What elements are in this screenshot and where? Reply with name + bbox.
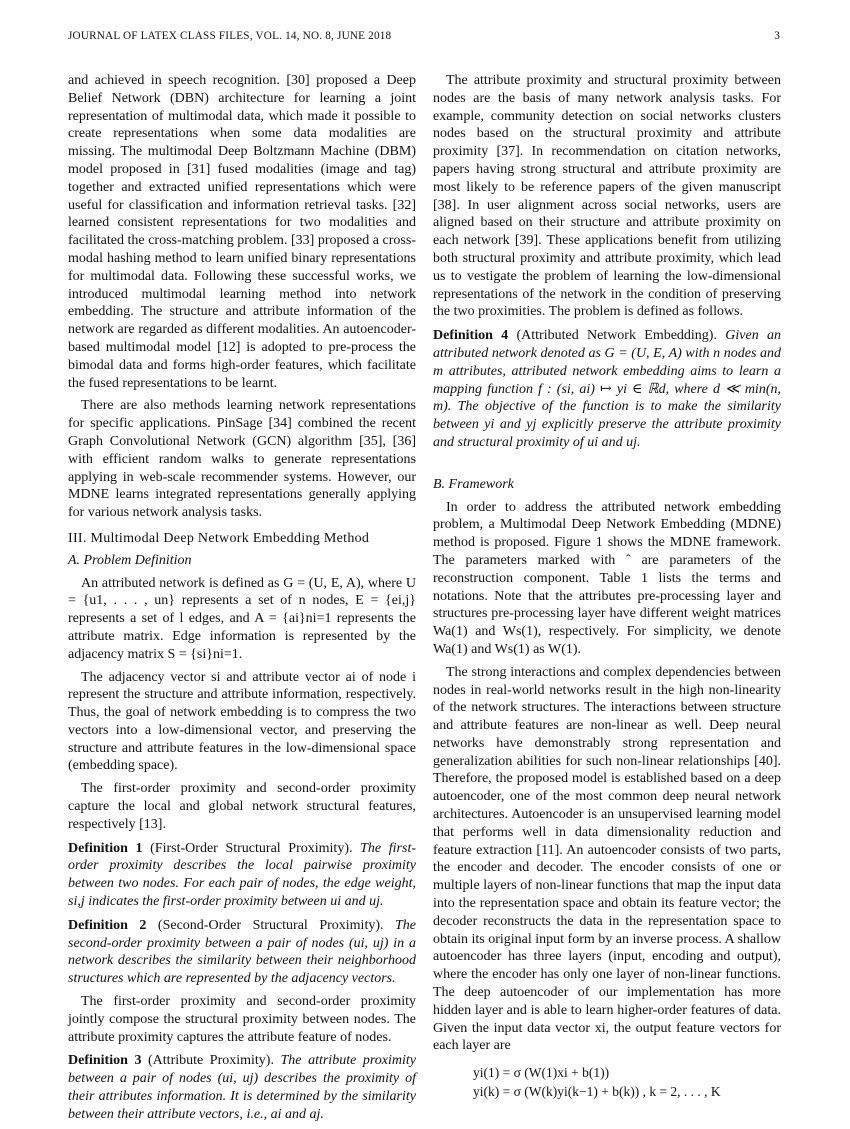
definition-4	[433, 327, 781, 452]
definition-1	[68, 840, 416, 911]
running-header	[68, 30, 780, 46]
definition-1-body: The first-order proximity describes the local pairwise proximity between two nodes. For each pair of nodes, the edge weight, si,j indicates the first-order proximity between ui and uj.	[68, 840, 416, 910]
definition-3	[68, 1052, 416, 1123]
definition-3-body: The attribute proximity between a pair of nodes (ui, uj) describes the proximity of their attributes information. It is determined by the similarity between their attribute vectors, i.e., ai and aj.	[68, 1053, 416, 1122]
paragraph-framework: In order to address the attributed network embedding problem, a Multimodal Deep Network Embedding (MDNE) method is proposed. Figure 1 shows the MDNE framework. The parameters marked with ˆ are parameters of the reconstruction component. Table 1 lists the terms and notations. Note that the attributes pre-processing layer and structures pre-processing layer have different weight matrices Wa(1) and Ws(1), respectively. For simplicity, we denote Wa(1) and Ws(1) as W(1).	[433, 499, 781, 657]
left-column	[68, 72, 416, 1129]
paragraph-adjacency-vector: The adjacency vector si and attribute vector ai of node i represent the structure and attribute information, respectively. Thus, the goal of network embedding is to compress the two vectors into a low-dimensional vector, and preserving the structure and attribute features in the low-dimensional space (embedding space).	[68, 669, 416, 774]
section-heading: III. Multimodal Deep Network Embedding Method	[68, 530, 370, 546]
subsection-heading-framework: B. Framework	[433, 476, 514, 492]
journal-title: JOURNAL OF LATEX CLASS FILES, VOL. 14, NO. 8, JUNE 2018	[68, 30, 392, 42]
definition-4-body: Given an attributed network denoted as G = (U, E, A) with n nodes and m attributes, attributed network embedding aims to learn a mapping function f : (si, ai) ↦ yi ∈ ℝd, where d ≪ min(n, m). The objective of the function is to make the similarity between yi and yj explicitly preserve the attribute proximity and structural proximity of ui and uj.	[433, 328, 781, 450]
definition-4-name: (Attributed Network Embedding).	[508, 328, 726, 344]
paragraph-structural-proximity: The first-order proximity and second-order proximity jointly compose the structural proximity between nodes. The attribute proximity captures the attribute feature of nodes.	[68, 994, 416, 1045]
definition-3-name: (Attribute Proximity).	[141, 1053, 281, 1069]
definition-2	[68, 917, 416, 988]
paragraph-proximity-intro: The first-order proximity and second-order proximity capture the local and global network structural features, respectively [13].	[68, 781, 416, 832]
equation-kth-layer: yi(k) = σ (W(k)yi(k−1) + b(k)) , k = 2, . . . , K	[473, 1084, 721, 1100]
definition-4-label: Definition 4	[433, 328, 509, 344]
paragraph-specific-applications: There are also methods learning network representations for specific applications. PinSage [34] combined the recent Graph Convolutional Network (GCN) algorithm [35], [36] with efficient random walks to generate representations applying in web-scale recommender systems. However, our MDNE learns integrated representations generally applying for various network analysis tasks.	[68, 398, 416, 521]
right-column	[433, 72, 781, 1101]
definition-1-label: Definition 1	[68, 840, 143, 856]
definition-2-body: The second-order proximity between a pair of nodes (ui, uj) in a network describes the similarity between their neighborhood structures which are represented by the adjacency vectors.	[68, 917, 417, 987]
equation-block	[473, 1063, 781, 1101]
paragraph-proximity-basis: The attribute proximity and structural proximity between nodes are the basis of many network analysis tasks. For example, community detection on social networks clusters nodes based on the structural proximity and attribute proximity [37]. In recommendation on citation networks, papers having strong structural and attribute proximity are most likely to be reference papers of the given manuscript [38]. In user alignment across social networks, users are aligned based on their structure and attribute proximity on each network [39]. These applications benefit from utilizing both structural proximity and attribute proximity, which lead us to vestigate the problem of learning the low-dimensional representations of the network in the condition of preserving the two proximities. The problem is defined as follows.	[433, 73, 781, 320]
definition-1-name: (First-Order Structural Proximity).	[142, 840, 361, 856]
definition-2-name: (Second-Order Structural Proximity).	[146, 917, 396, 933]
page-number: 3	[774, 30, 780, 42]
definition-3-label: Definition 3	[68, 1053, 142, 1069]
subsection-heading-problem-definition: A. Problem Definition	[68, 552, 192, 568]
equation-first-layer: yi(1) = σ (W(1)xi + b(1))	[473, 1065, 610, 1081]
paragraph-multimodal-learning: and achieved in speech recognition. [30] proposed a Deep Belief Network (DBN) architecture for learning a joint representation of multimodal data, which made it possible to create representations when some data modalities are missing. The multimodal Deep Boltzmann Machine (DBM) model proposed in [31] fused modalities (image and tag) together and extracted unified representations which were useful for classification and information retrieval tasks. [32] learned consistent representations for two modalities and facilitated the cross-matching problem. [33] proposed a cross-modal hashing method to learn unified binary representations for multimodal data. Following these successful works, we introduced multimodal learning method into network embedding. The structure and attribute information of the network are regarded as different modalities. An autoencoder-based multimodal model [12] is adopted to pre-process the bimodal data and forms high-order features, which facilitate the fused representations to be learnt.	[68, 73, 416, 391]
paragraph-attributed-network: An attributed network is defined as G = (U, E, A), where U = {u1, . . . , un} represents a set of n nodes, E = {ei,j} represents a set of l edges, and A = {ai}ni=1 represents the attribute matrix. Edge information is represented by the adjacency matrix S = {si}ni=1.	[68, 575, 416, 662]
definition-2-label: Definition 2	[68, 917, 147, 933]
paragraph-autoencoder: The strong interactions and complex dependencies between nodes in real-world networks result in the high non-linearity of the network structures. The interactions between structure and attribute features are non-linear as well. Deep neural networks have demonstrably strong representation and generalization abilities for such non-linear relationships [40]. Therefore, the proposed model is established based on a deep autoencoder, one of the most common deep neural network architectures. Autoencoder is an unsupervised learning model that performs well in data dimensionality reduction and feature extraction [11]. An autoencoder consists of two parts, the encoder and decoder. The encoder consists of one or multiple layers of non-linear functions that map the input data into the representation space and obtain its feature vector; the decoder reconstructs the data in the representation space to obtain its original input form by an inverse process. A shallow autoencoder has three layers (input, encoding and output), where the encoder has only one layer of non-linear functions. The deep autoencoder of our implementation has more hidden layer and is able to learn higher-order features of data. Given the input data vector xi, the output feature vectors for each layer are	[433, 664, 782, 1054]
